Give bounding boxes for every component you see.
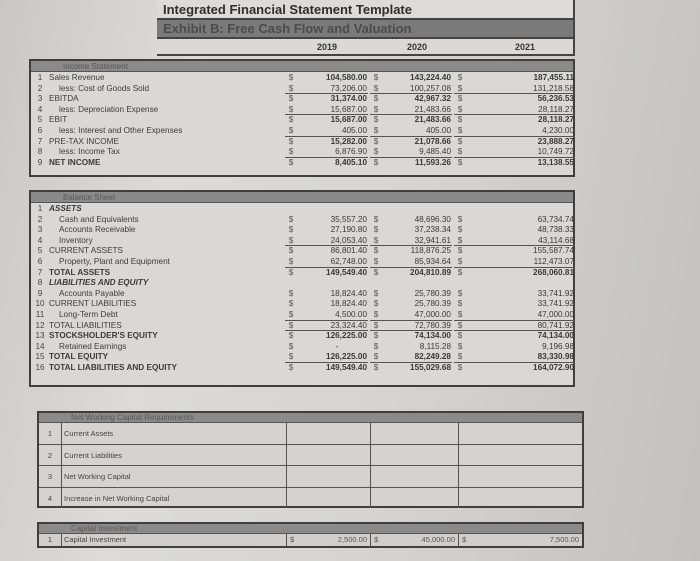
nwc-header: Net Working Capital Requirements: [39, 413, 582, 423]
row-number: 16: [35, 362, 45, 372]
currency-symbol: $: [288, 136, 294, 146]
row-number: 8: [37, 278, 43, 288]
row-label: less: Interest and Other Expenses: [59, 125, 183, 135]
row-label: Retained Earnings: [59, 341, 127, 351]
table-row: [39, 465, 582, 486]
currency-symbol: $: [373, 309, 379, 319]
row-number: 10: [35, 299, 45, 309]
title-block: [157, 0, 575, 56]
row-label: NET INCOME: [49, 157, 101, 167]
currency-symbol: $: [373, 299, 379, 309]
input-cell[interactable]: [458, 423, 582, 444]
currency-symbol: $: [373, 147, 379, 157]
row-number: 5: [37, 246, 43, 256]
cell-value[interactable]: 8,405.10: [335, 157, 367, 167]
cell-value[interactable]: 23,324.40: [330, 320, 367, 330]
input-cell[interactable]: [286, 445, 370, 465]
cell-value[interactable]: 83,330.98: [537, 352, 574, 362]
cell-value[interactable]: 9,196.98: [542, 341, 574, 351]
cell-value[interactable]: 18,824.40: [330, 288, 367, 298]
currency-symbol: $: [373, 246, 379, 256]
cell-value[interactable]: 25,780.39: [414, 299, 451, 309]
row-label: less: Depreciation Expense: [59, 104, 159, 114]
currency-symbol: $: [288, 73, 294, 82]
row-number: 15: [35, 352, 45, 362]
cell-value[interactable]: 15,282.00: [330, 136, 367, 146]
page-subtitle: Exhibit B: Free Cash Flow and Valuation: [157, 20, 575, 39]
currency-symbol: $: [457, 115, 463, 125]
input-cell[interactable]: [458, 445, 582, 465]
table-row: [31, 289, 573, 300]
row-number: 2: [37, 214, 43, 224]
currency-symbol: $: [462, 535, 467, 544]
currency-symbol: $: [288, 341, 294, 351]
input-cell[interactable]: [370, 445, 458, 465]
cell-value[interactable]: 21,078.66: [414, 136, 451, 146]
cell-value[interactable]: 11,593.26: [415, 157, 451, 167]
cell-value[interactable]: 27,190.80: [330, 225, 367, 235]
row-number: 4: [47, 493, 53, 503]
row-label: STOCKSHOLDER'S EQUITY: [49, 331, 158, 341]
currency-symbol: $: [457, 83, 463, 93]
row-number: 5: [37, 115, 43, 125]
cell-value[interactable]: 15,687.00: [330, 115, 367, 125]
currency-symbol: $: [457, 246, 463, 256]
currency-symbol: $: [288, 320, 294, 330]
row-label: LIABILITIES AND EQUITY: [49, 278, 149, 288]
currency-symbol: $: [373, 341, 379, 351]
cell-value[interactable]: 6,876.90: [335, 147, 367, 157]
currency-symbol: $: [457, 136, 463, 146]
currency-symbol: $: [288, 157, 294, 167]
currency-symbol: $: [457, 341, 463, 351]
row-number: 8: [37, 147, 43, 157]
cell-value[interactable]: 405.00: [341, 125, 367, 135]
cell-value[interactable]: 100,257.08: [410, 83, 451, 93]
table-row: [39, 534, 582, 546]
cell-value[interactable]: 143,224.40: [410, 73, 451, 82]
row-label: EBIT: [49, 115, 68, 125]
row-number: 6: [37, 125, 43, 135]
currency-symbol: $: [457, 309, 463, 319]
currency-symbol: $: [373, 125, 379, 135]
table-row: [31, 342, 573, 353]
currency-symbol: $: [373, 104, 379, 114]
currency-symbol: $: [373, 115, 379, 125]
row-label: Long-Term Debt: [59, 309, 118, 319]
currency-symbol: $: [373, 235, 379, 245]
label-cell: [61, 445, 286, 465]
table-row: [39, 444, 582, 465]
currency-symbol: $: [373, 214, 379, 224]
currency-symbol: $: [288, 235, 294, 245]
cell-value[interactable]: 31,374.00: [330, 94, 367, 104]
year-2021: 2021: [515, 42, 536, 52]
row-number: 3: [37, 94, 43, 104]
cell-value[interactable]: 23,888.27: [537, 136, 574, 146]
cell-value[interactable]: 4,500.00: [335, 309, 367, 319]
currency-symbol: $: [288, 125, 294, 135]
cell-value[interactable]: -: [335, 341, 339, 351]
table-row: [31, 236, 573, 247]
table-row: [31, 278, 573, 289]
currency-symbol: $: [457, 235, 463, 245]
row-label: CURRENT ASSETS: [49, 246, 124, 256]
row-label: Current Liabilities: [64, 451, 122, 461]
currency-symbol: $: [457, 299, 463, 309]
currency-symbol: $: [374, 535, 379, 544]
cell-value[interactable]: 164,072.90: [533, 362, 574, 372]
row-number: 6: [37, 256, 43, 266]
currency-symbol: $: [373, 157, 379, 167]
currency-symbol: $: [288, 246, 294, 256]
row-number: 4: [37, 104, 43, 114]
currency-symbol: $: [373, 320, 379, 330]
row-number: 3: [47, 472, 53, 482]
cell-value[interactable]: 155,029.68: [410, 362, 451, 372]
cell-value[interactable]: 126,225.00: [326, 331, 367, 341]
table-row: [31, 105, 573, 116]
table-row: [31, 310, 573, 321]
input-cell[interactable]: [370, 466, 458, 486]
input-cell[interactable]: [286, 488, 370, 508]
cell-value[interactable]: 9,485.40: [419, 147, 451, 157]
cell-value[interactable]: 35,557.20: [330, 214, 367, 224]
row-number: 1: [47, 535, 53, 544]
cell-value[interactable]: 10,749.72: [537, 147, 574, 157]
cell-value[interactable]: 63,734.74: [537, 214, 574, 224]
cell-value[interactable]: 25,780.39: [414, 288, 451, 298]
capital-investment-section: [37, 522, 584, 548]
currency-symbol: $: [457, 73, 463, 82]
currency-symbol: $: [373, 288, 379, 298]
row-number: 7: [37, 267, 43, 277]
value-cell[interactable]: [286, 534, 370, 546]
cell-value[interactable]: 187,455.11: [533, 73, 574, 82]
currency-symbol: $: [457, 147, 463, 157]
currency-symbol: $: [373, 73, 379, 82]
currency-symbol: $: [457, 125, 463, 135]
table-row: [31, 147, 573, 158]
cell-value[interactable]: 72,780.39: [414, 320, 451, 330]
currency-symbol: $: [457, 352, 463, 362]
input-cell[interactable]: [286, 466, 370, 486]
cell-value[interactable]: 131,218.58: [533, 83, 574, 93]
cell-value[interactable]: 32,941.61: [414, 235, 451, 245]
currency-symbol: $: [373, 362, 379, 372]
row-label: Property, Plant and Equipment: [59, 256, 170, 266]
year-header-row: [157, 39, 575, 56]
cell-value[interactable]: 37,238.34: [414, 225, 451, 235]
table-row: [31, 94, 573, 105]
row-number: 7: [37, 136, 43, 146]
table-row: [31, 225, 573, 236]
table-row: [31, 158, 573, 169]
row-number: 2: [37, 83, 43, 93]
currency-symbol: $: [457, 331, 463, 341]
table-row: [31, 363, 573, 374]
cell-value[interactable]: 73,206.00: [330, 83, 367, 93]
table-row: [39, 423, 582, 444]
income-statement-section: [29, 59, 575, 177]
year-2020: 2020: [407, 42, 428, 52]
cell-value[interactable]: 204,810.89: [410, 267, 451, 277]
cell-value[interactable]: 15,687.00: [330, 104, 367, 114]
row-label: less: Cost of Goods Sold: [59, 83, 150, 93]
table-row: [31, 246, 573, 257]
currency-symbol: $: [288, 299, 294, 309]
table-row: [31, 84, 573, 95]
currency-symbol: $: [373, 136, 379, 146]
input-cell[interactable]: [370, 488, 458, 508]
row-number: 12: [35, 320, 45, 330]
cell-value[interactable]: 126,225.00: [326, 352, 367, 362]
table-row: [31, 204, 573, 215]
table-row: [31, 268, 573, 279]
row-label: Capital Investment: [64, 535, 127, 544]
row-label: Cash and Equivalents: [59, 214, 139, 224]
row-label: less: Income Tax: [59, 147, 120, 157]
currency-symbol: $: [457, 256, 463, 266]
currency-symbol: $: [457, 288, 463, 298]
cell-value[interactable]: 149,549.40: [326, 267, 367, 277]
label-cell: [61, 488, 286, 508]
cell-value[interactable]: 268,060.81: [533, 267, 574, 277]
row-label: Net Working Capital: [64, 472, 131, 482]
currency-symbol: $: [288, 83, 294, 93]
cell-value[interactable]: 42,967.32: [414, 94, 451, 104]
row-number: 2: [47, 451, 53, 461]
cell-value[interactable]: 33,741.92: [537, 299, 574, 309]
row-label: Increase in Net Working Capital: [64, 493, 170, 503]
cell-value[interactable]: 21,483.66: [414, 115, 451, 125]
currency-symbol: $: [288, 256, 294, 266]
table-row: [31, 215, 573, 226]
row-label: PRE-TAX INCOME: [49, 136, 119, 146]
row-label: TOTAL LIABILITIES AND EQUITY: [49, 362, 177, 372]
cell-value: 2,500.00: [337, 535, 367, 544]
net-working-capital-section: [37, 411, 584, 508]
currency-symbol: $: [288, 147, 294, 157]
input-cell[interactable]: [286, 423, 370, 444]
currency-symbol: $: [288, 115, 294, 125]
table-row: [31, 299, 573, 310]
row-label: Current Assets: [64, 429, 114, 438]
balance-sheet-header: Balance Sheet: [31, 192, 573, 203]
currency-symbol: $: [288, 362, 294, 372]
value-cell[interactable]: [370, 534, 458, 546]
label-cell: [61, 466, 286, 486]
cell-value: 45,000.00: [421, 535, 455, 544]
label-cell: [61, 423, 286, 444]
currency-symbol: $: [288, 331, 294, 341]
row-label: TOTAL ASSETS: [49, 267, 111, 277]
cell-value[interactable]: 21,483.66: [414, 104, 451, 114]
table-row: [31, 321, 573, 332]
currency-symbol: $: [457, 267, 463, 277]
currency-symbol: $: [457, 104, 463, 114]
cell-value[interactable]: 85,934.64: [414, 256, 451, 266]
currency-symbol: $: [288, 214, 294, 224]
row-label: TOTAL LIABILITIES: [49, 320, 122, 330]
currency-symbol: $: [373, 256, 379, 266]
cell-value[interactable]: 82,249.28: [414, 352, 451, 362]
cell-value[interactable]: 47,000.00: [537, 309, 574, 319]
row-label: TOTAL EQUITY: [49, 352, 109, 362]
year-2019: 2019: [317, 42, 338, 52]
row-label: CURRENT LIABILITIES: [49, 299, 137, 309]
currency-symbol: $: [373, 225, 379, 235]
cell-value[interactable]: 74,134.00: [537, 331, 574, 341]
balance-sheet-section: [29, 190, 575, 387]
currency-symbol: $: [457, 320, 463, 330]
income-statement-header: Income Statement: [31, 61, 573, 72]
cell-value[interactable]: 118,876.25: [410, 246, 451, 256]
row-number: 4: [37, 235, 43, 245]
cell-value[interactable]: 112,473.07: [533, 256, 574, 266]
row-number: 11: [35, 309, 45, 319]
row-number: 1: [37, 204, 43, 213]
cell-value: 7,500.00: [549, 535, 579, 544]
currency-symbol: $: [288, 104, 294, 114]
currency-symbol: $: [288, 267, 294, 277]
currency-symbol: $: [290, 535, 295, 544]
currency-symbol: $: [373, 83, 379, 93]
currency-symbol: $: [288, 352, 294, 362]
row-number: 13: [35, 331, 45, 341]
row-number: 14: [35, 341, 45, 351]
row-number: 1: [37, 73, 43, 82]
cell-value[interactable]: 62,748.00: [330, 256, 367, 266]
currency-symbol: $: [373, 94, 379, 104]
cell-value[interactable]: 86,801.40: [330, 246, 367, 256]
currency-symbol: $: [288, 288, 294, 298]
table-row: [31, 115, 573, 126]
row-label: ASSETS: [49, 204, 82, 213]
value-cell[interactable]: [458, 534, 582, 546]
cell-value[interactable]: 24,053.40: [330, 235, 367, 245]
currency-symbol: $: [457, 214, 463, 224]
currency-symbol: $: [288, 309, 294, 319]
row-label: Accounts Receivable: [59, 225, 136, 235]
cell-value[interactable]: 74,134.00: [414, 331, 451, 341]
cell-value[interactable]: 4,230.00: [542, 125, 574, 135]
table-row: [31, 137, 573, 148]
cell-value[interactable]: 104,580.00: [326, 73, 367, 82]
cell-value[interactable]: 28,118.27: [538, 104, 574, 114]
cell-value[interactable]: 405.00: [425, 125, 451, 135]
cell-value[interactable]: 48,738.33: [537, 225, 574, 235]
currency-symbol: $: [457, 225, 463, 235]
input-cell[interactable]: [370, 423, 458, 444]
cell-value[interactable]: 149,549.40: [326, 362, 367, 372]
table-row: [31, 331, 573, 342]
cell-value[interactable]: 13,138.55: [537, 157, 574, 167]
cell-value[interactable]: 80,741.92: [537, 320, 574, 330]
cell-value[interactable]: 18,824.40: [330, 299, 367, 309]
page-title: Integrated Financial Statement Template: [157, 0, 575, 20]
table-row: [39, 487, 582, 508]
cell-value[interactable]: 56,236.53: [537, 94, 574, 104]
capital-investment-header: Capital Investment: [39, 524, 582, 534]
table-row: [31, 73, 573, 84]
row-number: 9: [37, 288, 43, 298]
cell-value[interactable]: 48,696.30: [414, 214, 451, 224]
row-number: 9: [37, 157, 43, 167]
row-label: Sales Revenue: [49, 73, 105, 82]
row-number: 3: [37, 225, 43, 235]
currency-symbol: $: [457, 362, 463, 372]
table-row: [31, 126, 573, 137]
currency-symbol: $: [288, 225, 294, 235]
table-row: [31, 352, 573, 363]
currency-symbol: $: [373, 267, 379, 277]
row-label: Inventory: [59, 235, 93, 245]
cell-value[interactable]: 28,118.27: [538, 115, 574, 125]
row-label: EBITDA: [49, 94, 79, 104]
currency-symbol: $: [457, 157, 463, 167]
input-cell[interactable]: [458, 466, 582, 486]
label-cell: [61, 534, 286, 546]
input-cell[interactable]: [458, 488, 582, 508]
currency-symbol: $: [373, 352, 379, 362]
table-row: [31, 257, 573, 268]
currency-symbol: $: [373, 331, 379, 341]
currency-symbol: $: [288, 94, 294, 104]
row-number: 1: [47, 429, 53, 438]
currency-symbol: $: [457, 94, 463, 104]
cell-value[interactable]: 43,114.68: [538, 235, 574, 245]
cell-value[interactable]: 155,587.74: [533, 246, 574, 256]
cell-value[interactable]: 33,741.92: [537, 288, 574, 298]
cell-value[interactable]: 47,000.00: [414, 309, 451, 319]
row-label: Accounts Payable: [59, 288, 125, 298]
cell-value[interactable]: 8,115.28: [419, 341, 451, 351]
